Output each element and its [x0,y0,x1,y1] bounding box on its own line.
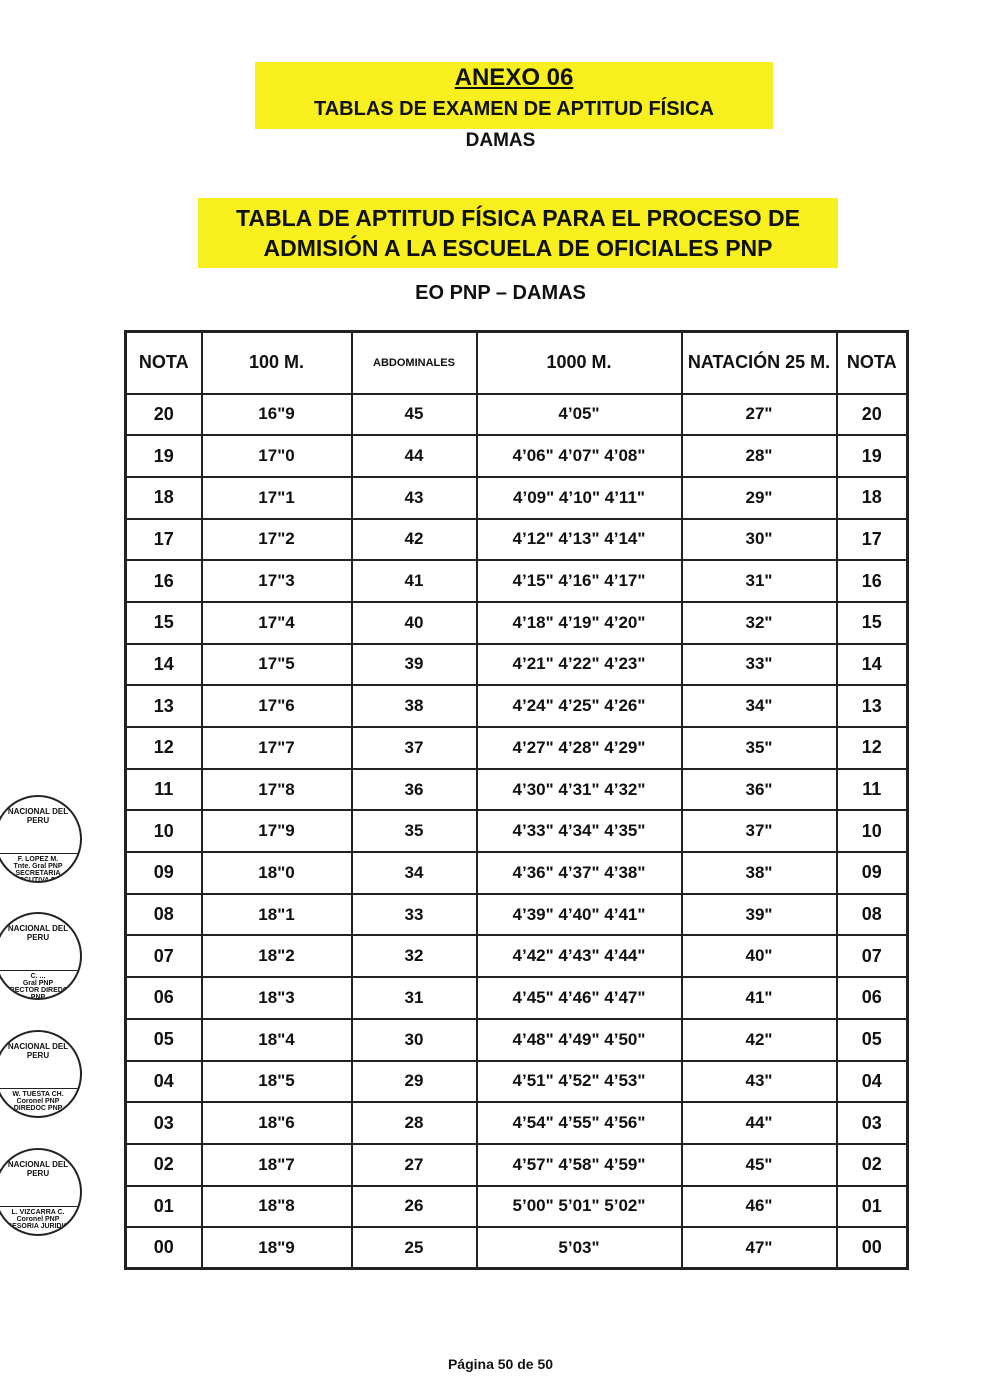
table-cell: 17"6 [202,685,352,727]
table-cell: 29" [682,477,837,519]
table-row [126,810,908,852]
table-cell: 4’09" 4’10" 4’11" [477,477,682,519]
stamp-top: NACIONAL DEL PERU [7,807,69,825]
table-cell: 17 [126,519,202,561]
stamp-top: NACIONAL DEL PERU [7,924,69,942]
table-cell: 01 [126,1186,202,1228]
table-cell: 15 [126,602,202,644]
table-cell: 37 [352,727,477,769]
table-cell: 27 [352,1144,477,1186]
table-cell: 04 [837,1061,908,1103]
table-row [126,685,908,727]
table-cell: 20 [126,394,202,436]
col-nota-right: NOTA [837,332,908,394]
table-cell: 25 [352,1227,477,1269]
table-cell: 33 [352,894,477,936]
table-cell: 4’51" 4’52" 4’53" [477,1061,682,1103]
table-cell: 13 [126,685,202,727]
table-row [126,435,908,477]
table-cell: 4’57" 4’58" 4’59" [477,1144,682,1186]
col-1000m: 1000 M. [477,332,682,394]
table-cell: 4’05" [477,394,682,436]
table-cell: 30" [682,519,837,561]
stamp-bottom: SECRETARIA EJECUTIVA PNP [10,870,66,883]
table-row [126,644,908,686]
table-cell: 42 [352,519,477,561]
table-cell: 16"9 [202,394,352,436]
col-100m: 100 M. [202,332,352,394]
table-cell: 17"1 [202,477,352,519]
table-cell: 18 [837,477,908,519]
table-row [126,560,908,602]
table-cell: 14 [126,644,202,686]
table-cell: 02 [126,1144,202,1186]
table-cell: 09 [837,852,908,894]
table-cell: 4’42" 4’43" 4’44" [477,935,682,977]
table-cell: 43" [682,1061,837,1103]
official-stamp [0,795,82,883]
table-cell: 4’27" 4’28" 4’29" [477,727,682,769]
table-row [126,977,908,1019]
table-row [126,852,908,894]
table-cell: 16 [126,560,202,602]
stamp-rank: Coronel PNP [16,1216,60,1223]
table-cell: 09 [126,852,202,894]
table-cell: 17"2 [202,519,352,561]
table-cell: 10 [837,810,908,852]
table-cell: 4’30" 4’31" 4’32" [477,769,682,811]
table-cell: 41" [682,977,837,1019]
table-cell: 35" [682,727,837,769]
table-cell: 4’06" 4’07" 4’08" [477,435,682,477]
table-cell: 45" [682,1144,837,1186]
stamp-name: C. ... [0,970,80,980]
table-row [126,935,908,977]
table-cell: 4’54" 4’55" 4’56" [477,1102,682,1144]
table-cell: 18"6 [202,1102,352,1144]
table-row [126,477,908,519]
table-cell: 05 [126,1019,202,1061]
table-cell: 20 [837,394,908,436]
table-cell: 03 [126,1102,202,1144]
section-subtitle: EO PNP – DAMAS [415,282,586,304]
table-cell: 4’18" 4’19" 4’20" [477,602,682,644]
table-cell: 28 [352,1102,477,1144]
table-cell: 06 [126,977,202,1019]
table-cell: 38" [682,852,837,894]
table-cell: 44 [352,435,477,477]
table-cell: 11 [126,769,202,811]
stamp-name: L. VIZCARRA C. [0,1206,80,1216]
table-cell: 17"5 [202,644,352,686]
table-cell: 13 [837,685,908,727]
table-cell: 4’12" 4’13" 4’14" [477,519,682,561]
table-cell: 46" [682,1186,837,1228]
stamp-top: NACIONAL DEL PERU [7,1042,69,1060]
col-nota: NOTA [126,332,202,394]
table-cell: 31" [682,560,837,602]
table-cell: 05 [837,1019,908,1061]
col-abdominales: ABDOMINALES [352,332,477,394]
section-title [198,198,838,268]
table-cell: 18"3 [202,977,352,1019]
table-cell: 32 [352,935,477,977]
table-cell: 18"2 [202,935,352,977]
aptitude-table [124,330,909,1270]
table-cell: 26 [352,1186,477,1228]
stamp-rank: Gral PNP [22,980,54,987]
table-row [126,1144,908,1186]
table-cell: 39 [352,644,477,686]
group-label: DAMAS [465,130,536,151]
table-cell: 36" [682,769,837,811]
table-cell: 18"9 [202,1227,352,1269]
table-cell: 34 [352,852,477,894]
table-cell: 44" [682,1102,837,1144]
stamp-top: NACIONAL DEL PERU [7,1160,69,1178]
table-cell: 28" [682,435,837,477]
stamp-rank: Coronel PNP [16,1098,60,1105]
table-cell: 41 [352,560,477,602]
table-cell: 11 [837,769,908,811]
table-cell: 17 [837,519,908,561]
table-cell: 04 [126,1061,202,1103]
table-cell: 40" [682,935,837,977]
table-cell: 18"4 [202,1019,352,1061]
table-cell: 32" [682,602,837,644]
table-cell: 08 [126,894,202,936]
document-title: TABLAS DE EXAMEN DE APTITUD FÍSICA [313,98,714,120]
table-cell: 4’45" 4’46" 4’47" [477,977,682,1019]
table-cell: 03 [837,1102,908,1144]
page-number: Página 50 de 50 [447,1356,554,1372]
table-cell: 16 [837,560,908,602]
table-cell: 10 [126,810,202,852]
table-cell: 00 [837,1227,908,1269]
table-row [126,1061,908,1103]
table-row [126,394,908,436]
table-cell: 12 [837,727,908,769]
official-stamp [0,1148,82,1236]
table-cell: 18 [126,477,202,519]
table-cell: 17"8 [202,769,352,811]
col-natacion: NATACIÓN 25 M. [682,332,837,394]
table-row [126,894,908,936]
table-cell: 17"0 [202,435,352,477]
table-cell: 19 [126,435,202,477]
table-cell: 08 [837,894,908,936]
table-cell: 18"8 [202,1186,352,1228]
table-cell: 5’00" 5’01" 5’02" [477,1186,682,1228]
stamp-bottom: DIREDOC PNP [13,1105,63,1112]
table-cell: 29 [352,1061,477,1103]
table-row [126,1019,908,1061]
table-row [126,1227,908,1269]
table-cell: 07 [837,935,908,977]
table-cell: 17"4 [202,602,352,644]
table-row [126,1186,908,1228]
table-cell: 4’36" 4’37" 4’38" [477,852,682,894]
table-cell: 31 [352,977,477,1019]
table-cell: 39" [682,894,837,936]
table-cell: 43 [352,477,477,519]
table-cell: 07 [126,935,202,977]
table-cell: 19 [837,435,908,477]
table-cell: 47" [682,1227,837,1269]
table-cell: 34" [682,685,837,727]
table-cell: 38 [352,685,477,727]
table-cell: 5’03" [477,1227,682,1269]
official-stamp [0,1030,82,1118]
table-cell: 00 [126,1227,202,1269]
table-cell: 4’48" 4’49" 4’50" [477,1019,682,1061]
table-row [126,1102,908,1144]
table-cell: 12 [126,727,202,769]
table-cell: 18"5 [202,1061,352,1103]
table-cell: 18"7 [202,1144,352,1186]
annex-title: ANEXO 06 [454,64,574,91]
table-cell: 4’33" 4’34" 4’35" [477,810,682,852]
table-cell: 4’21" 4’22" 4’23" [477,644,682,686]
section-title-line1: TABLA DE APTITUD FÍSICA PARA EL PROCESO DE [236,205,800,231]
table-cell: 06 [837,977,908,1019]
table-cell: 45 [352,394,477,436]
table-cell: 36 [352,769,477,811]
annex-header [255,62,773,129]
table-cell: 15 [837,602,908,644]
table-row [126,769,908,811]
table-cell: 42" [682,1019,837,1061]
stamp-name: F. LOPEZ M. [0,853,80,863]
table-cell: 33" [682,644,837,686]
table-cell: 17"7 [202,727,352,769]
stamp-bottom: DIRECTOR DIREDOC PNP [2,987,74,1000]
table-row [126,602,908,644]
table-cell: 14 [837,644,908,686]
table-cell: 4’24" 4’25" 4’26" [477,685,682,727]
table-cell: 01 [837,1186,908,1228]
table-cell: 4’39" 4’40" 4’41" [477,894,682,936]
section-title-line2: ADMISIÓN A LA ESCUELA DE OFICIALES PNP [263,235,773,261]
stamp-rank: Tnte. Gral PNP [13,863,63,870]
table-cell: 27" [682,394,837,436]
table-cell: 18"0 [202,852,352,894]
table-header-row [126,332,908,394]
table-cell: 4’15" 4’16" 4’17" [477,560,682,602]
table-cell: 02 [837,1144,908,1186]
table-cell: 40 [352,602,477,644]
official-stamp [0,912,82,1000]
stamp-name: W. TUESTA CH. [0,1088,80,1098]
table-cell: 35 [352,810,477,852]
table-cell: 30 [352,1019,477,1061]
table-cell: 17"3 [202,560,352,602]
table-row [126,519,908,561]
table-cell: 18"1 [202,894,352,936]
table-row [126,727,908,769]
table-cell: 17"9 [202,810,352,852]
table-cell: 37" [682,810,837,852]
stamp-bottom: ASESORIA JURIDICA [2,1223,74,1230]
